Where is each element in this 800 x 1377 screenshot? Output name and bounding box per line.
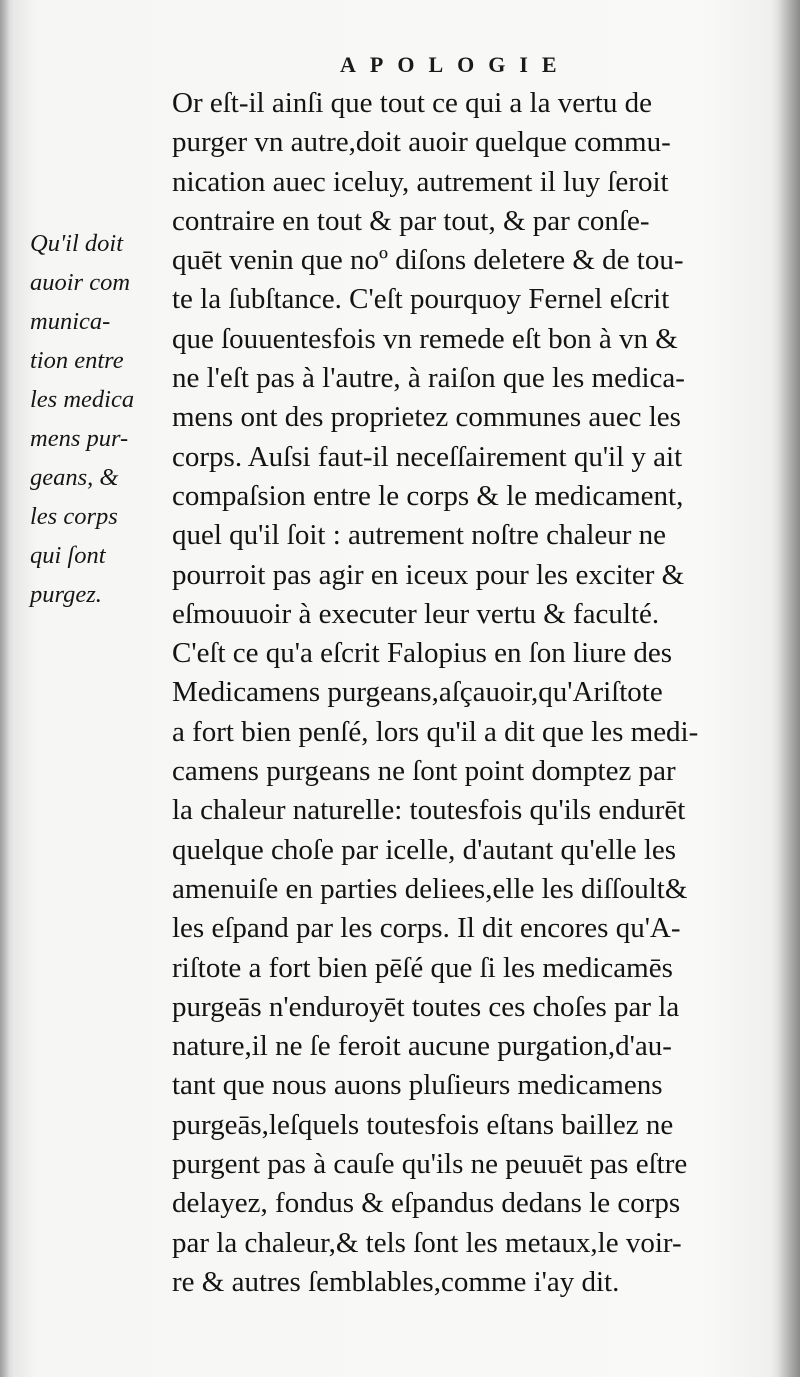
margin-note-line: auoir com (30, 269, 131, 296)
text-line: les eſpand par les corps. Il dit encores qu'A- (172, 912, 681, 945)
text-line: par la chaleur,& tels ſont les metaux,le voir- (172, 1226, 682, 1259)
text-line: eſmouuoir à executer leur vertu & faculté. (172, 597, 660, 630)
text-line: riſtote a fort bien pēſé que ſi les medicamēs (172, 951, 673, 984)
text-line: la chaleur naturelle: toutesfois qu'ils endurēt (172, 794, 686, 827)
margin-note-line: munica- (30, 308, 111, 335)
text-line: tant que nous auons pluſieurs medicamens (172, 1069, 663, 1102)
margin-note (30, 224, 165, 614)
page-left-shadow (0, 0, 10, 1377)
text-line: te la ſubſtance. C'eſt pourquoy Fernel eſcrit (172, 283, 670, 316)
text-line: quēt venin que noº diſons deletere & de tou- (172, 244, 684, 277)
text-line: pourroit pas agir en iceux pour les exciter & (172, 558, 685, 591)
text-line: C'eſt ce qu'a eſcrit Falopius en ſon liure des (172, 637, 673, 670)
margin-note-line: mens pur- (30, 425, 129, 452)
text-line: quelque choſe par icelle, d'autant qu'elle les (172, 833, 677, 866)
text-line: a fort bien penſé, lors qu'il a dit que les medi- (172, 715, 699, 748)
text-line: purgent pas à cauſe qu'ils ne peuuēt pas eſtre (172, 1148, 688, 1181)
text-line: camens purgeans ne ſont point domptez par (172, 755, 676, 788)
text-line: purger vn autre,doit auoir quelque commu- (172, 126, 671, 159)
text-line: amenuiſe en parties deliees,elle les diſſoult& (172, 872, 688, 905)
text-line: contraire en tout & par tout, & par conſe- (172, 204, 650, 237)
text-line: ne l'eſt pas à l'autre, à raiſon que les medica- (172, 362, 685, 395)
margin-note-line: les medica (30, 386, 135, 413)
text-line: delayez, fondus & eſpandus dedans le corps (172, 1187, 681, 1220)
margin-note-line: purgez. (30, 581, 102, 608)
text-line: purgeās n'enduroyēt toutes ces choſes par la (172, 990, 680, 1023)
running-title: APOLOGIE (340, 52, 571, 77)
margin-note-line: tion entre (30, 347, 124, 374)
margin-note-line: geans, & (30, 464, 119, 491)
text-line: purgeās,leſquels toutesfois eſtans baillez ne (172, 1108, 674, 1141)
margin-note-line: qui ſont (30, 542, 106, 569)
text-line: compaſsion entre le corps & le medicament, (172, 479, 684, 512)
text-line: Medicamens purgeans,aſçauoir,qu'Ariſtote (172, 676, 663, 709)
text-line: mens ont des proprietez communes auec les (172, 401, 681, 434)
text-line: que ſouuentesfois vn remede eſt bon à vn & (172, 322, 678, 355)
text-line: re & autres ſemblables,comme i'ay dit. (172, 1265, 620, 1298)
text-line: nication auec iceluy, autrement il luy ſeroit (172, 165, 669, 198)
text-line: Or eſt-il ainſi que tout ce qui a la vertu de (172, 87, 652, 119)
margin-note-line: Qu'il doit (30, 230, 124, 257)
text-line: nature,il ne ſe feroit aucune purgation,d'au- (172, 1030, 672, 1063)
text-line: quel qu'il ſoit : autrement noſtre chaleur ne (172, 519, 667, 552)
margin-note-line: les corps (30, 503, 118, 530)
text-line: corps. Auſsi faut-il neceſſairement qu'il y ait (172, 440, 683, 473)
body-text (172, 84, 787, 1302)
